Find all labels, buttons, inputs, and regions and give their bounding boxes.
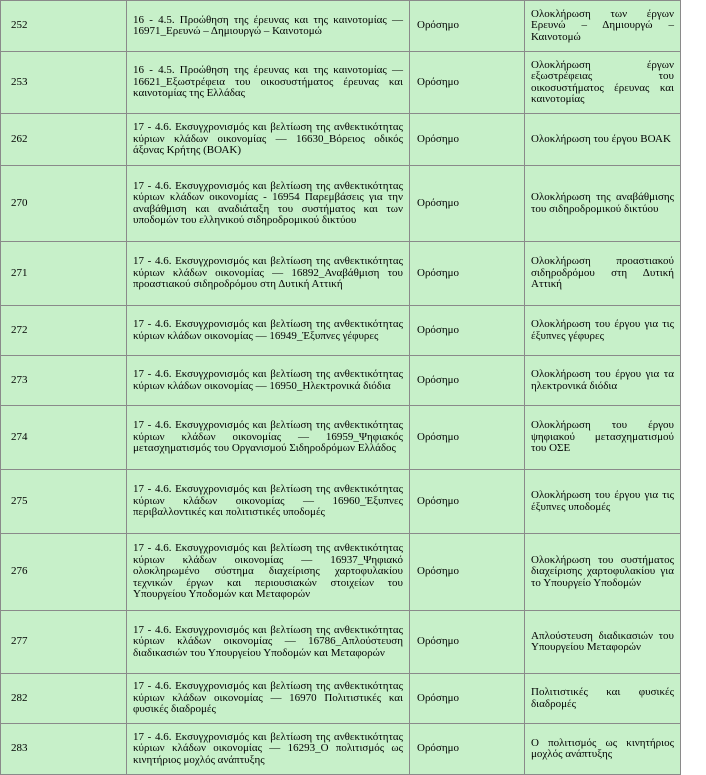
milestone-result: Πολιτιστικές και φυσικές διαδρομές [525, 674, 681, 724]
milestone-type: Ορόσημο [410, 611, 525, 674]
milestone-result: Ολοκλήρωση προαστιακού σιδηροδρόμου στη Δυτική Αττική [525, 242, 681, 306]
milestone-type: Ορόσημο [410, 52, 525, 114]
row-number: 272 [1, 306, 127, 356]
milestone-result: Ολοκλήρωση του έργου για τα ηλεκτρονικά διόδια [525, 356, 681, 406]
milestone-type: Ορόσημο [410, 674, 525, 724]
table-row [1, 406, 681, 470]
milestone-type: Ορόσημο [410, 242, 525, 306]
table-row [1, 242, 681, 306]
row-number: 271 [1, 242, 127, 306]
table-row [1, 166, 681, 242]
table-row [1, 611, 681, 674]
milestone-result: Ο πολιτισμός ως κινητήριος μοχλός ανάπτυξης [525, 724, 681, 775]
measure-description: 17 - 4.6. Εκσυγχρονισμός και βελτίωση της ανθεκτικότητας κύριων κλάδων οικονομίας — 16630_Βόρειος οδικός άξονας Κρήτης (ΒΟΑΚ) [127, 114, 410, 166]
measure-description: 17 - 4.6. Εκσυγχρονισμός και βελτίωση της ανθεκτικότητας κύριων κλάδων οικονομίας — 16950_Ηλεκτρονικά διόδια [127, 356, 410, 406]
milestone-type: Ορόσημο [410, 306, 525, 356]
table-row [1, 356, 681, 406]
measure-description: 17 - 4.6. Εκσυγχρονισμός και βελτίωση της ανθεκτικότητας κύριων κλάδων οικονομίας — 16959_Ψηφιακός μετασχηματισμός του Οργανισμού Σιδηροδρόμων Ελλάδος [127, 406, 410, 470]
milestone-result: Ολοκλήρωση του συστήματος διαχείρισης χαρτοφυλακίου για το Υπουργείο Υποδομών [525, 534, 681, 611]
measure-description: 16 - 4.5. Προώθηση της έρευνας και της καινοτομίας — 16621_Εξωστρέφεια του οικοσυστήματος έρευνας και καινοτομίας της Ελλάδας [127, 52, 410, 114]
milestone-result: Ολοκλήρωση της αναβάθμισης του σιδηροδρομικού δικτύου [525, 166, 681, 242]
row-number: 274 [1, 406, 127, 470]
table-row [1, 306, 681, 356]
table-row [1, 534, 681, 611]
measure-description: 17 - 4.6. Εκσυγχρονισμός και βελτίωση της ανθεκτικότητας κύριων κλάδων οικονομίας — 16786_Απλούστευση διαδικασιών του Υπουργείου Υποδομών και Μεταφορών [127, 611, 410, 674]
measure-description: 16 - 4.5. Προώθηση της έρευνας και της καινοτομίας — 16971_Ερευνώ – Δημιουργώ – Καινοτομώ [127, 1, 410, 52]
measure-description: 17 - 4.6. Εκσυγχρονισμός και βελτίωση της ανθεκτικότητας κύριων κλάδων οικονομίας — 16970 Πολιτιστικές και φυσικές διαδρομές [127, 674, 410, 724]
measure-description: 17 - 4.6. Εκσυγχρονισμός και βελτίωση της ανθεκτικότητας κύριων κλάδων οικονομίας — 16293_Ο πολιτισμός ως κινητήριος μοχλός ανάπτυξης [127, 724, 410, 775]
row-number: 276 [1, 534, 127, 611]
measure-description: 17 - 4.6. Εκσυγχρονισμός και βελτίωση της ανθεκτικότητας κύριων κλάδων οικονομίας — 16949_Έξυπνες γέφυρες [127, 306, 410, 356]
row-number: 262 [1, 114, 127, 166]
table-row [1, 724, 681, 775]
milestone-result: Απλούστευση διαδικασιών του Υπουργείου Μεταφορών [525, 611, 681, 674]
milestone-type: Ορόσημο [410, 724, 525, 775]
milestone-result: Ολοκλήρωση των έργων Ερευνώ – Δημιουργώ – Καινοτομώ [525, 1, 681, 52]
milestone-type: Ορόσημο [410, 166, 525, 242]
milestone-type: Ορόσημο [410, 470, 525, 534]
table-row [1, 674, 681, 724]
milestone-type: Ορόσημο [410, 356, 525, 406]
measure-description: 17 - 4.6. Εκσυγχρονισμός και βελτίωση της ανθεκτικότητας κύριων κλάδων οικονομίας — 16960_Έξυπνες περιβαλλοντικές και πολιτιστικές υποδομές [127, 470, 410, 534]
milestone-type: Ορόσημο [410, 114, 525, 166]
milestone-type: Ορόσημο [410, 1, 525, 52]
row-number: 252 [1, 1, 127, 52]
row-number: 277 [1, 611, 127, 674]
measure-description: 17 - 4.6. Εκσυγχρονισμός και βελτίωση της ανθεκτικότητας κύριων κλάδων οικονομίας — 16937_Ψηφιακό ολοκληρωμένο σύστημα διαχείρισης χαρτοφυλακίου τεχνικών έργων και περιουσιακών στοιχείων του Υπουργείου Υποδομών και Μεταφορών [127, 534, 410, 611]
table-row [1, 1, 681, 52]
measure-description: 17 - 4.6. Εκσυγχρονισμός και βελτίωση της ανθεκτικότητας κύριων κλάδων οικονομίας - 16954 Παρεμβάσεις για την αναβάθμιση και αναδιάταξη του συστήματος και των υποδομών του ελληνικού σιδηροδρομικού δικτύου [127, 166, 410, 242]
milestone-type: Ορόσημο [410, 406, 525, 470]
table-row [1, 470, 681, 534]
milestone-type: Ορόσημο [410, 534, 525, 611]
milestone-result: Ολοκλήρωση του έργου ΒΟΑΚ [525, 114, 681, 166]
row-number: 273 [1, 356, 127, 406]
row-number: 270 [1, 166, 127, 242]
row-number: 275 [1, 470, 127, 534]
table-row [1, 114, 681, 166]
row-number: 253 [1, 52, 127, 114]
milestone-result: Ολοκλήρωση έργων εξωστρέφειας του οικοσυστήματος έρευνας και καινοτομίας [525, 52, 681, 114]
milestone-result: Ολοκλήρωση του έργου ψηφιακού μετασχηματισμού του ΟΣΕ [525, 406, 681, 470]
row-number: 282 [1, 674, 127, 724]
row-number: 283 [1, 724, 127, 775]
measure-description: 17 - 4.6. Εκσυγχρονισμός και βελτίωση της ανθεκτικότητας κύριων κλάδων οικονομίας — 16892_Αναβάθμιση του προαστιακού σιδηροδρόμου στη Δυτική Αττική [127, 242, 410, 306]
milestone-result: Ολοκλήρωση του έργου για τις έξυπνες γέφυρες [525, 306, 681, 356]
table-row [1, 52, 681, 114]
milestone-result: Ολοκλήρωση του έργου για τις έξυπνες υποδομές [525, 470, 681, 534]
